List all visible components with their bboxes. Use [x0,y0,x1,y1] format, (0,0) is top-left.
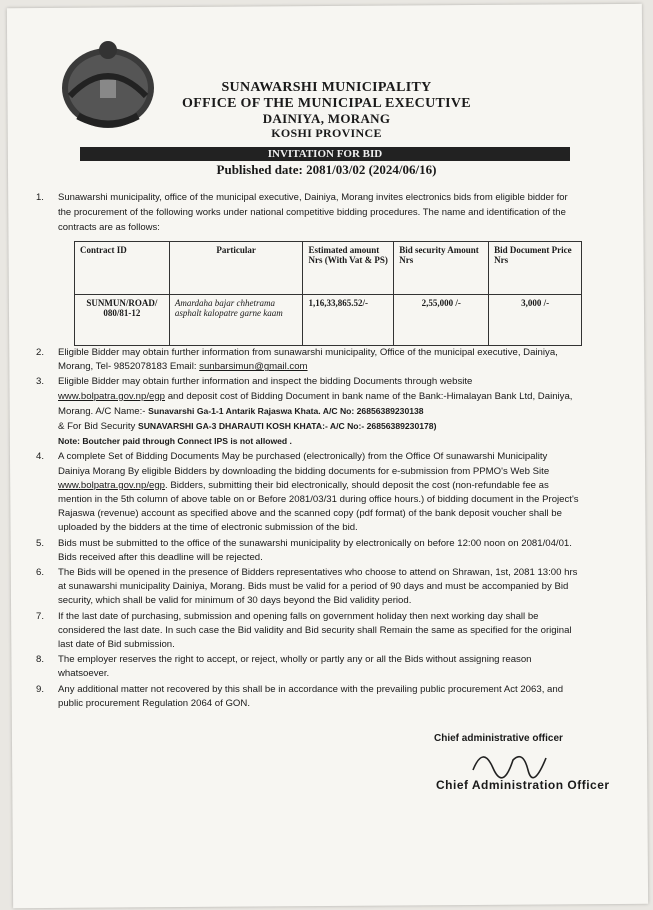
table-row [75,295,582,346]
cell-contract-id: SUNMUN/ROAD/ 080/81-12 [75,295,170,346]
item-number: 7. [36,610,45,622]
cell-estimated: 1,16,33,865.52/- [303,295,394,346]
list-item [36,375,580,449]
province: KOSHI PROVINCE [271,126,382,140]
col-estimated: Estimated amount Nrs (With Vat & PS) [303,242,394,295]
cell-doc-price: 3,000 /- [489,295,582,346]
note-text: Note: Boutcher paid through Connect IPS is not allowed . [58,436,292,447]
signature-icon [468,740,548,780]
list-item [36,610,580,653]
item-text: Any additional matter not recovered by this shall be in accordance with the prevailing public procurement Act 2063, and public procurement Regulation 2064 of GON. [58,683,564,709]
item-number: 6. [36,567,45,579]
intro-text: Sunawarshi municipality, office of the municipal executive, Dainiya, Morang invites electronics bids from eligible bidder for the procurement of the following works under national competitive bidding procedures. The name and identification of the contracts are as follows: [58,192,568,233]
item-text: A complete Set of Bidding Documents May be purchased (electronically) from the Office Of sunawarshi Municipality Dainiya Morang By eligible Bidders by downloading the bidding documents for e-submission from PPMO's Web Site [58,451,550,477]
item-number: 8. [36,654,45,666]
item-text: Eligible Bidder may obtain further information and inspect the bidding Documents through website [58,376,473,388]
item-text: Eligible Bidder may obtain further information from sunawarshi municipality, Office of the municipal executive, Dainiya, Morang, Tel- 9852078183 Email: [58,347,558,373]
account-name: Sunavarshi Ga-1-1 Antarik Rajaswa Khata. A/C No: 26856389230138 [148,405,424,416]
email-link[interactable]: sunbarsimun@gmail.com [199,361,308,373]
col-doc-price: Bid Document Price Nrs [489,242,582,295]
cell-particular: Amardaha bajar chhetrama asphalt kalopatre garne kaam [169,295,303,346]
item-number: 5. [36,537,45,549]
invitation-banner: INVITATION FOR BID [80,147,570,161]
contract-table [74,241,582,346]
item-text: and deposit cost of Bidding Document in bank name of the Bank:-Himalayan Bank Ltd, Dainiya, Morang. A/C Name:- [58,390,573,417]
list-item [36,653,580,681]
item-number: 4. [36,451,45,463]
item-number: 3. [36,376,45,388]
item-number: 9. [36,683,45,695]
published-date: Published date: 2081/03/02 (2024/06/16) [216,162,437,177]
list-item [36,537,580,565]
list-item [36,683,580,711]
col-bid-security: Bid security Amount Nrs [394,242,489,295]
item-number: 1. [36,192,44,203]
col-contract-id: Contract ID [75,242,170,295]
office-name: OFFICE OF THE MUNICIPAL EXECUTIVE [182,96,471,111]
item-text: & For Bid Security [58,421,138,433]
item-text: The employer reserves the right to accept, or reject, wholly or partly any or all the Bids without assigning reason whatsoever. [58,654,532,680]
item-text: The Bids will be opened in the presence of Bidders representatives who choose to attend on Shrawan, 1st, 2081 13:00 hrs at sunawarshi municipality Dainiya, Morang. Bids must be valid for a period of 90 days and must be accompanied by Bid security, which shall be valid for minimum of 30 days beyond the Bid validity period. [58,567,578,607]
conditions-list [36,346,580,712]
cell-bid-security: 2,55,000 /- [394,295,489,346]
table-header-row [75,242,582,295]
list-item [36,346,580,374]
location: DAINIYA, MORANG [262,111,391,126]
intro-paragraph [36,190,578,235]
stamp-text: Chief Administration Officer [436,778,610,792]
signatory-title: Chief administrative officer [434,733,563,744]
item-text: . Bidders, submitting their bid electronically, should deposit the cost (non-refundable fee as mention in the 5th column of above table on or Before 2081/03/31 during office hours.) of bidding document in the Project's Rajaswa (revenue) account as specified above and the scanned copy (pdf format) of the bank deposit voucher shall be uploaded by the bidders at the time of electronic submission of the bid. [58,479,579,534]
security-account: SUNAVARSHI GA-3 DHARAUTI KOSH KHATA:- A/C No:- 26856389230178) [137,421,437,432]
item-number: 2. [36,347,45,358]
list-item [36,566,580,609]
website-link[interactable]: www.bolpatra.gov.np/egp [58,479,166,491]
municipality-name: SUNAWARSHI MUNICIPALITY [221,80,432,95]
website-link[interactable]: www.bolpatra.gov.np/egp [58,390,166,402]
item-text: If the last date of purchasing, submission and opening falls on government holiday then next working day shall be considered the last date. In such case the Bid validity and Bid security shall Remain the same as specified for the original last date of Bid submission. [58,610,572,651]
item-text: Bids must be submitted to the office of the sunawarshi municipality by electronically on before 12:00 noon on 2081/04/01. Bids received after this deadline will be rejected. [58,537,572,563]
list-item [36,450,580,535]
col-particular: Particular [169,242,303,295]
